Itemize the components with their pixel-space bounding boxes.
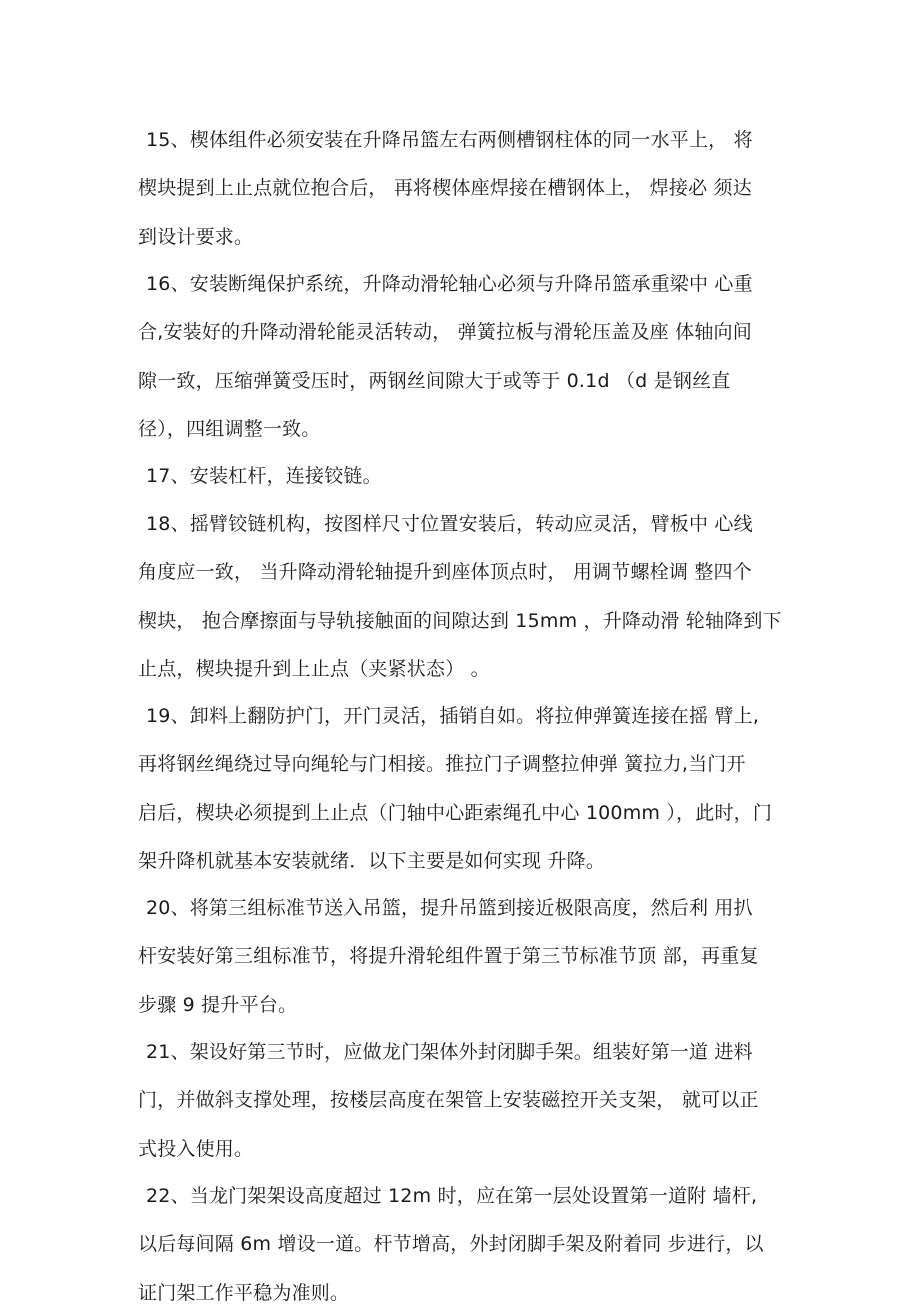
text-line: 楔块提到上止点就位抱合后， 再将楔体座焊接在槽钢体上， 焊接必 须达	[138, 177, 752, 199]
text-line: 到设计要求。	[138, 226, 254, 248]
text-line: 式投入使用。	[138, 1138, 254, 1160]
text-line: 20、将第三组标准节送入吊篮，提升吊篮到接近极限高度，然后利 用扒	[146, 897, 753, 919]
text-line: 径），四组调整一致。	[138, 418, 321, 440]
text-line: 以后每间隔 6m 增设一道。杆节增高，外封闭脚手架及附着同 步进行，以	[138, 1233, 764, 1255]
text-line: 角度应一致， 当升降动滑轮轴提升到座体顶点时， 用调节螺栓调 整四个	[138, 561, 752, 583]
text-line: 16、安装断绳保护系统，升降动滑轮轴心必须与升降吊篮承重梁中 心重	[146, 273, 753, 295]
text-line: 止点，楔块提升到上止点（夹紧状态） 。	[138, 658, 490, 680]
text-line: 门，并做斜支撑处理，按楼层高度在架管上安装磁控开关支架， 就可以正	[138, 1089, 759, 1111]
text-line: 21、架设好第三节时，应做龙门架体外封闭脚手架。组装好第一道 进料	[146, 1041, 753, 1063]
text-line: 再将钢丝绳绕过导向绳轮与门相接。推拉门子调整拉伸弹 簧拉力,当门开	[138, 753, 746, 775]
text-line: 15、楔体组件必须安装在升降吊篮左右两侧槽钢柱体的同一水平上， 将	[146, 129, 753, 151]
text-line: 证门架工作平稳为准则。	[138, 1282, 350, 1304]
text-line: 隙一致，压缩弹簧受压时，两钢丝间隙大于或等于 0.1d （d 是钢丝直	[138, 370, 731, 392]
text-line: 架升降机就基本安装就绪．以下主要是如何实现 升降。	[138, 850, 606, 872]
text-line: 合,安装好的升降动滑轮能灵活转动， 弹簧拉板与滑轮压盖及座 体轴向间	[138, 321, 752, 343]
text-line: 楔块， 抱合摩擦面与导轨接触面的间隙达到 15mm ，升降动滑 轮轴降到下	[138, 610, 782, 632]
text-line: 17、安装杠杆，连接铰链。	[146, 465, 382, 487]
text-line: 22、当龙门架架设高度超过 12m 时，应在第一层处设置第一道附 墙杆,	[146, 1185, 758, 1207]
text-line: 启后，楔块必须提到上止点（门轴中心距索绳孔中心 100mm ），此时，门	[138, 802, 773, 824]
text-line: 18、摇臂铰链机构，按图样尺寸位置安装后，转动应灵活，臂板中 心线	[146, 513, 753, 535]
text-line: 步骤 9 提升平台。	[138, 994, 298, 1016]
text-line: 19、卸料上翻防护门，开门灵活，插销自如。将拉伸弹簧连接在摇 臂上,	[146, 705, 760, 727]
text-line: 杆安装好第三组标准节，将提升滑轮组件置于第三节标准节顶 部，再重复	[138, 945, 759, 967]
